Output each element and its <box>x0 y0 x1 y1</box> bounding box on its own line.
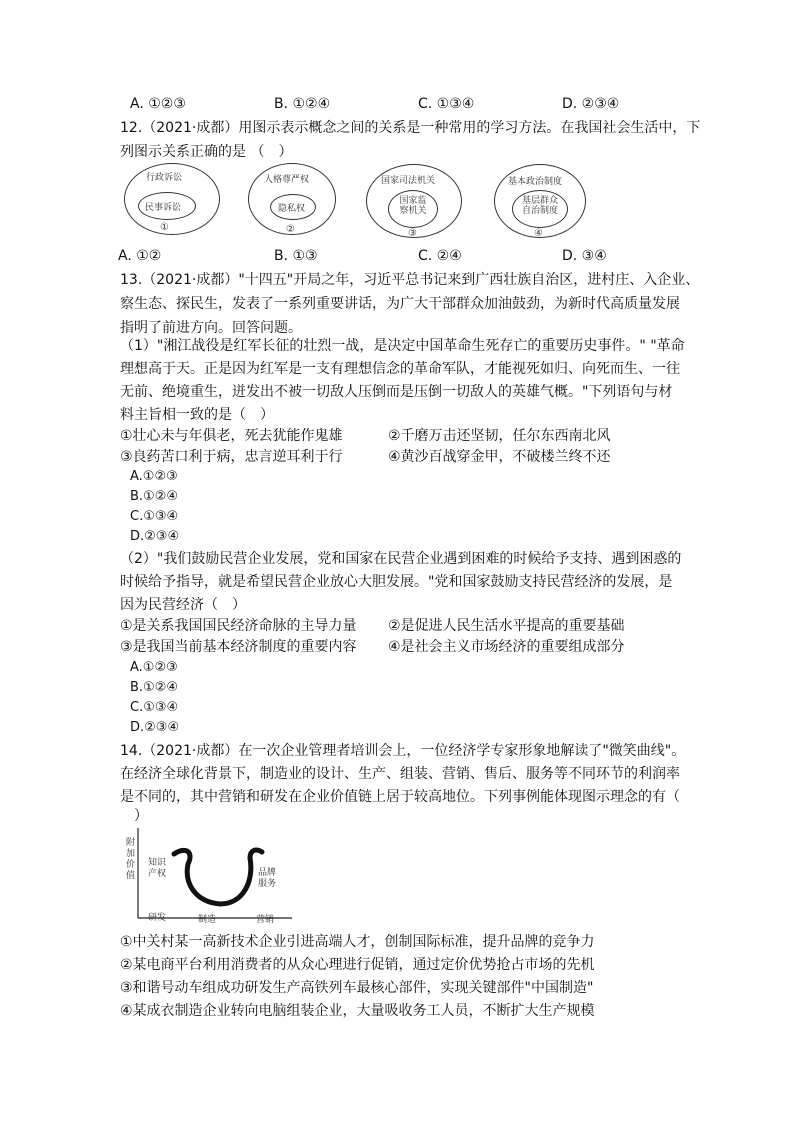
diagram-1-inner-label: 民事诉讼 <box>145 203 182 213</box>
q11-option-a: A. ①②③ <box>130 96 186 112</box>
diagram-2-inner-label: 隐私权 <box>278 204 306 214</box>
q11-option-d: D. ②③④ <box>562 96 620 112</box>
q14-item-3: ③和谐号动车组成功研发生产高铁列车最核心部件，实现关键部件"中国制造" <box>120 980 594 996</box>
q14-stem-line-1: 14.（2021·成都）在一次企业管理者培训会上，一位经济学专家形象地解读了"微笑曲线"。 <box>120 743 686 759</box>
q13-part1-line-1: （1）"湘江战役是红军长征的壮烈一战，是决定中国革命生死存亡的重要历史事件。" "革命 <box>120 338 685 354</box>
q13-part2-option-c: C.①③④ <box>130 700 179 715</box>
q13-part2-line-2: 时候给予指导，就是希望民营企业放心大胆发展。"党和国家鼓励支持民营经济的发展，是 <box>120 574 673 590</box>
diagram-4-outer-label: 基本政治制度 <box>508 177 563 187</box>
q13-part1-option-a: A.①②③ <box>130 469 178 484</box>
q13-part1-item-3: ③良药苦口利于病，忠言逆耳利于行 <box>120 449 343 465</box>
q13-stem-line-1: 13.（2021·成都）"十四五"开局之年，习近平总书记来到广西壮族自治区，进村庄、入企业、 <box>120 272 700 288</box>
q13-part1-line-2: 理想高于天。正是因为红军是一支有理想信念的革命军队，才能视死如归、向死而生、一往 <box>120 361 680 377</box>
q12-stem-line-2: 列图示关系正确的是 （ ） <box>120 144 293 160</box>
q12-option-b: B. ①③ <box>274 248 318 264</box>
q12-option-c: C. ②④ <box>418 248 462 264</box>
diagram-3-number: ③ <box>408 228 417 239</box>
diagram-4-inner-label: 基层群众自治制度 <box>521 196 558 216</box>
diagram-1-outer-label: 行政诉讼 <box>146 173 183 183</box>
q14-stem-line-4: ） <box>120 808 148 824</box>
x-label-rnd: 研发 <box>148 913 167 923</box>
q13-part2-item-1: ①是关系我国国民经济命脉的主导力量 <box>120 618 357 634</box>
q13-part1-option-d: D.②③④ <box>130 529 180 544</box>
q13-part2-item-2: ②是促进人民生活水平提高的重要基础 <box>388 618 625 634</box>
q13-part1-item-2: ②千磨万击还坚韧，任尔东西南北风 <box>388 428 611 444</box>
diagram-3-outer-label: 国家司法机关 <box>381 176 436 186</box>
diagram-2-number: ② <box>286 224 295 235</box>
q13-part2-item-3: ③是我国当前基本经济制度的重要内容 <box>120 639 357 655</box>
q13-part1-item-4: ④黄沙百战穿金甲，不破楼兰终不还 <box>388 449 611 465</box>
q13-stem-line-2: 察生态、探民生，发表了一系列重要讲话，为广大干部群众加油鼓劲，为新时代高质量发展 <box>120 296 680 312</box>
q11-option-c: C. ①③④ <box>418 96 475 112</box>
q13-part1-line-4: 料主旨相一致的是（ ） <box>120 407 274 423</box>
q13-part1-line-3: 无前、绝境重生，迸发出不被一切敌人压倒而是压倒一切敌人的英雄气概。"下列语句与材 <box>120 384 673 400</box>
diagram-4-number: ④ <box>534 228 543 239</box>
q12-option-a: A. ①② <box>118 248 162 264</box>
q13-part2-option-b: B.①②④ <box>130 680 179 695</box>
left-curve-label: 知识产权 <box>148 858 167 879</box>
right-curve-label: 品牌服务 <box>258 868 277 889</box>
diagram-1-number: ① <box>160 222 169 233</box>
diagram-2-outer-label: 人格尊严权 <box>264 175 310 185</box>
x-label-manufacturing: 制造 <box>198 915 217 925</box>
smile-curve-line <box>174 850 262 904</box>
q13-part2-option-d: D.②③④ <box>130 720 180 735</box>
q13-part1-item-1: ①壮心未与年俱老，死去犹能作鬼雄 <box>120 428 343 444</box>
q13-part2-option-a: A.①②③ <box>130 660 178 675</box>
q13-stem-line-3: 指明了前进方向。回答问题。 <box>120 320 302 336</box>
q13-part1-option-c: C.①③④ <box>130 509 179 524</box>
q14-item-1: ①中关村某一高新技术企业引进高端人才，创制国际标准，提升品牌的竞争力 <box>120 934 595 950</box>
q13-part2-line-1: （2）"我们鼓励民营企业发展，党和国家在民营企业遇到困难的时候给予支持、遇到困惑的 <box>120 551 682 567</box>
q13-part2-item-4: ④是社会主义市场经济的重要组成部分 <box>388 639 625 655</box>
diagram-3-inner-label: 国家监察机关 <box>399 196 427 216</box>
smile-curve-diagram <box>126 824 296 924</box>
q12-stem-line-1: 12.（2021·成都）用图示表示概念之间的关系是一种常用的学习方法。在我国社会生活中，下 <box>120 120 701 136</box>
q11-option-b: B. ①②④ <box>274 96 331 112</box>
x-label-marketing: 营销 <box>256 915 275 925</box>
q12-option-d: D. ③④ <box>562 248 607 264</box>
q13-part2-line-3: 因为民营经济（ ） <box>120 597 246 613</box>
q14-stem-line-3: 是不同的，其中营销和研发在企业价值链上居于较高地位。下列事例能体现图示理念的有（ <box>120 789 680 805</box>
q14-item-2: ②某电商平台利用消费者的从众心理进行促销，通过定价优势抢占市场的先机 <box>120 957 595 973</box>
q14-stem-line-2: 在经济全球化背景下，制造业的设计、生产、组装、营销、售后、服务等不同环节的利润率 <box>120 766 680 782</box>
y-axis-label: 附加价值 <box>126 838 136 881</box>
q13-part1-option-b: B.①②④ <box>130 489 179 504</box>
q14-item-4: ④某成衣制造企业转向电脑组装企业，大量吸收务工人员，不断扩大生产规模 <box>120 1003 595 1019</box>
